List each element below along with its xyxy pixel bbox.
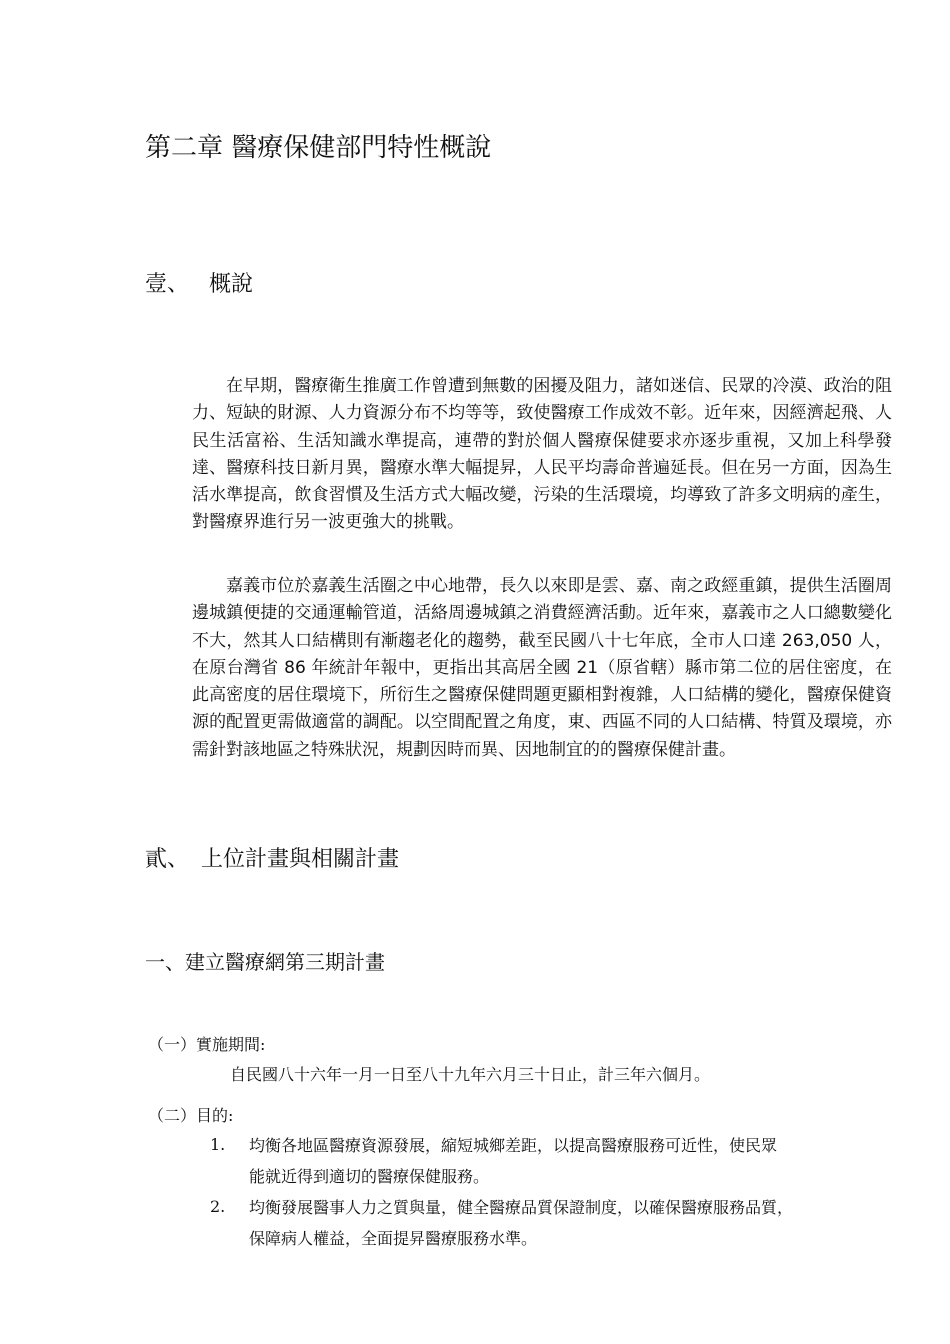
item-label-period: （一）實施期間: <box>148 1035 266 1054</box>
item-content-period: 自民國八十六年一月一日至八十九年六月三十日止，計三年六個月。 <box>230 1065 711 1084</box>
list-item-line: 均衡各地區醫療資源發展，縮短城鄉差距，以提高醫療服務可近性，使民眾 <box>249 1136 778 1155</box>
list-number: 2. <box>210 1197 226 1216</box>
list-item-line: 均衡發展醫事人力之質與量，健全醫療品質保證制度，以確保醫療服務品質， <box>249 1198 794 1217</box>
paragraph-chiayi-city: 嘉義市位於嘉義生活圈之中心地帶，長久以來即是雲、嘉、南之政經重鎮，提供生活圈周邊城鎮便捷的交通運輸管道，活絡周邊城鎮之消費經濟活動。近年來，嘉義市之人口總數變化不大，然其人口結構則有漸趨老化的趨勢，截至民國八十七年底，全市人口達 263,050 人，在原台灣省 86 年統計年報中，更指出其高居全國 21（原省轄）縣市第二位的居住密度，在此高密度的居住環境下，所衍生之醫療保健問題更顯相對複雜，人口結構的變化，醫療保健資源的配置更需做適當的調配。以空間配置之角度，東、西區不同的人口結構、特質及環境，亦需針對該地區之特殊狀況，規劃因時而異、因地制宜的的醫療保健計畫。 <box>192 576 892 760</box>
subsection-title: 一、建立醫療網第三期計畫 <box>145 950 385 974</box>
section-title: 上位計畫與相關計畫 <box>201 847 400 872</box>
list-item <box>249 1192 894 1254</box>
section-number: 貳、 <box>145 847 190 872</box>
list-item-line: 保障病人權益，全面提昇醫療服務水準。 <box>249 1229 538 1248</box>
section-number: 壹、 <box>145 272 190 297</box>
list-item-line: 能就近得到適切的醫療保健服務。 <box>249 1167 490 1186</box>
chapter-title: 第二章 醫療保健部門特性概說 <box>145 133 492 163</box>
section-heading-plans <box>145 843 399 877</box>
list-number: 1. <box>210 1135 226 1154</box>
list-item <box>249 1130 894 1192</box>
paragraph-early-period: 在早期，醫療衛生推廣工作曾遭到無數的困擾及阻力，諸如迷信、民眾的冷漠、政治的阻力、短缺的財源、人力資源分布不均等等，致使醫療工作成效不彰。近年來，因經濟起飛、人民生活富裕、生活知識水準提高，連帶的對於個人醫療保健要求亦逐步重視，又加上科學發達、醫療科技日新月異，醫療水準大幅提昇，人民平均壽命普遍延長。但在另一方面，因為生活水準提高，飲食習慣及生活方式大幅改變，污染的生活環境，均導致了許多文明病的產生，對醫療界進行另一波更強大的挑戰。 <box>192 376 892 533</box>
item-label-purpose: （二）目的: <box>148 1106 234 1125</box>
section-heading-overview <box>145 268 253 302</box>
section-title: 概說 <box>209 272 254 297</box>
